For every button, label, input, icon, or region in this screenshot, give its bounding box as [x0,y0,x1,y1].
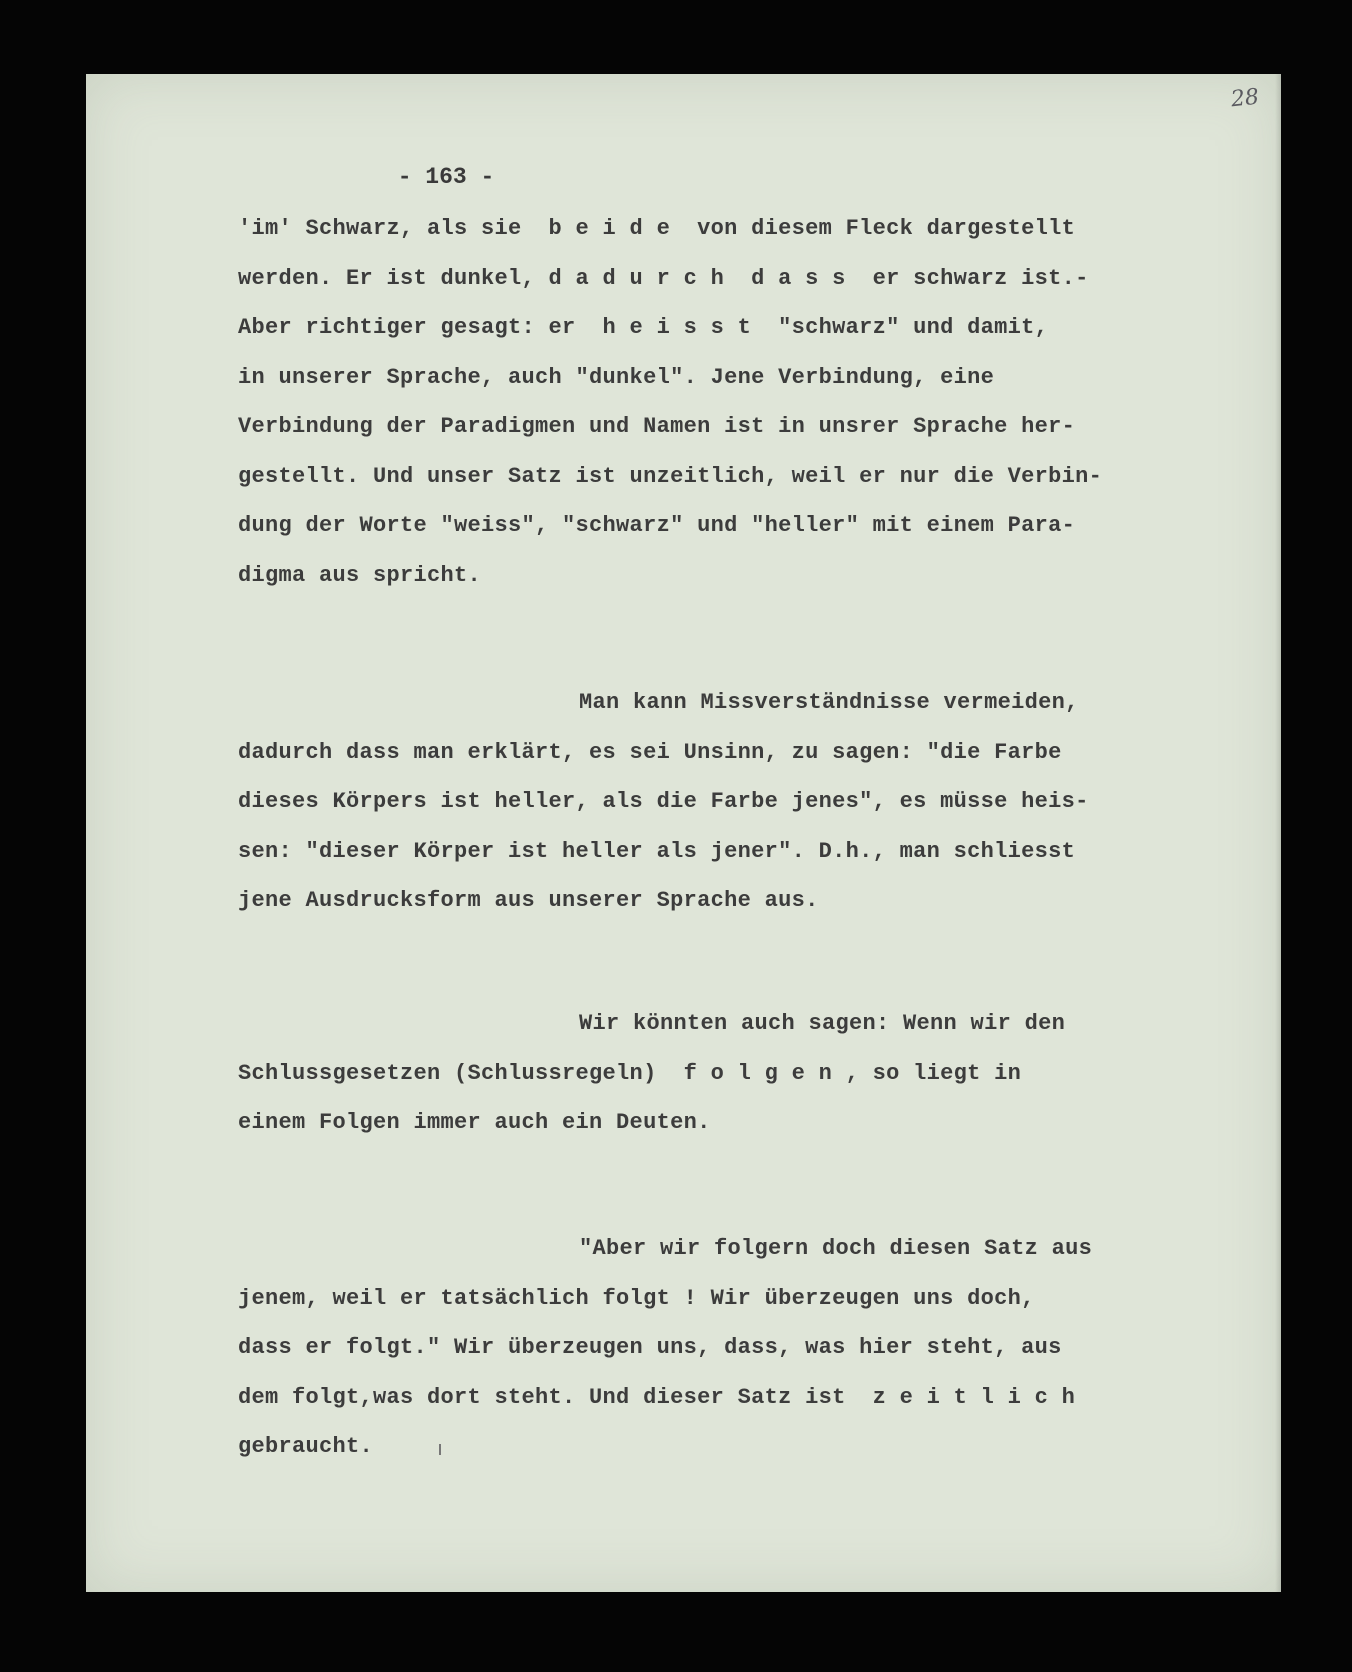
text-line: "Aber wir folgern doch diesen Satz aus [579,1236,1093,1261]
text-line: Aber richtiger gesagt: er h e i s s t "schwarz" und damit, [238,315,1049,340]
text-line: 'im' Schwarz, als sie b e i d e von diesem Fleck dargestellt [238,216,1076,241]
typescript-page [86,74,1281,1592]
text-line: sen: "dieser Körper ist heller als jener". D.h., man schliesst [238,838,1076,864]
text-line: werden. Er ist dunkel, d a d u r c h d a s s er schwarz ist.- [238,265,1089,291]
page-number: - 163 - [397,164,495,190]
text-line: Man kann Missverständnisse vermeiden, [579,690,1079,715]
paragraph-4 [238,1224,1278,1472]
text-line: dieses Körpers ist heller, als die Farbe jenes", es müsse heis- [238,789,1089,814]
paragraph-1 [238,204,1278,600]
text-line: einem Folgen immer auch ein Deuten. [238,1110,711,1135]
text-line: gebraucht. [238,1434,374,1459]
text-line: dass er folgt." Wir überzeugen uns, dass, was hier steht, aus [238,1335,1062,1360]
text-line: dung der Worte "weiss", "schwarz" und "heller" mit einem Para- [238,513,1076,538]
text-line: jene Ausdrucksform aus unserer Sprache aus. [238,888,819,913]
text-line: Wir könnten auch sagen: Wenn wir den [579,1011,1066,1036]
handwritten-archive-number: 28 [1229,84,1261,113]
text-line: dadurch dass man erklärt, es sei Unsinn, zu sagen: "die Farbe [238,739,1062,765]
paragraph-3 [238,999,1278,1148]
text-line: gestellt. Und unser Satz ist unzeitlich, weil er nur die Verbin- [238,463,1103,489]
text-line: dem folgt,was dort steht. Und dieser Satz ist z e i t l i c h [238,1384,1076,1410]
paragraph-2 [238,678,1278,926]
text-line: jenem, weil er tatsächlich folgt ! Wir überzeugen uns doch, [238,1285,1035,1311]
stray-pencil-mark [439,1444,441,1455]
text-line: in unserer Sprache, auch "dunkel". Jene Verbindung, eine [238,364,995,390]
text-line: Verbindung der Paradigmen und Namen ist in unsrer Sprache her- [238,414,1076,439]
text-line: Schlussgesetzen (Schlussregeln) f o l g e n , so liegt in [238,1060,1022,1086]
text-line: digma aus spricht. [238,562,482,588]
